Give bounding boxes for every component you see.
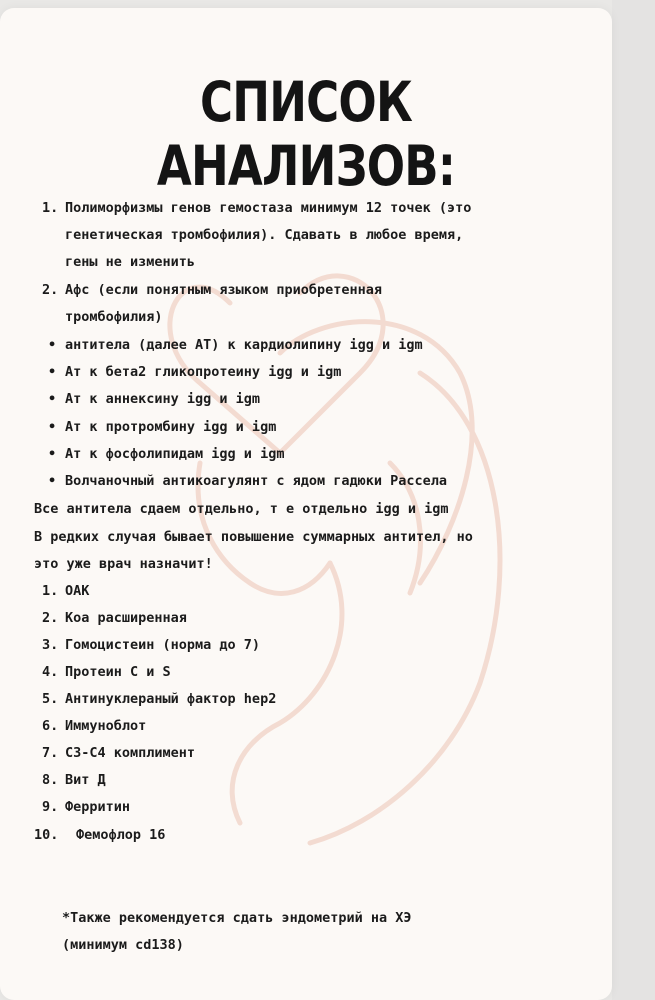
bullet-dot-icon: • (48, 419, 57, 435)
list-item: Ферритин (65, 799, 131, 815)
note-line: Все антитела сдаем отдельно, т е отдельно igg и igm (34, 501, 449, 517)
bullet-item: Ат к аннексину igg и igm (65, 391, 261, 407)
list-number: 5. (42, 691, 59, 707)
page-title: СПИСОК АНАЛИЗОВ: (156, 70, 456, 198)
list-item: Коа расширенная (65, 610, 187, 626)
list-item: Протеин С и S (65, 664, 171, 680)
note-line: это уже врач назначит! (34, 556, 213, 572)
list-item: С3-С4 комплимент (65, 745, 196, 761)
list-item: Гомоцистеин (норма до 7) (65, 637, 261, 653)
bullet-item: Ат к фосфолипидам igg и igm (65, 446, 285, 462)
bullet-dot-icon: • (48, 337, 57, 353)
list-number: 1. (42, 200, 59, 216)
list-item-line: Полиморфизмы генов гемостаза минимум 12 точек (это (65, 200, 472, 216)
bullet-dot-icon: • (48, 391, 57, 407)
footnote-line: (минимум cd138) (62, 937, 184, 953)
bullet-item: антитела (далее АТ) к кардиолипину igg и igm (65, 337, 423, 353)
list-item-line: генетическая тромбофилия). Сдавать в любое время, (65, 227, 464, 243)
list-item: Иммуноблот (65, 718, 147, 734)
list-number: 7. (42, 745, 59, 761)
document-card (0, 8, 612, 1000)
list-number: 1. (42, 583, 59, 599)
list-number: 10. (34, 827, 59, 843)
list-item-line: Афс (если понятным языком приобретенная (65, 282, 382, 298)
list-number: 4. (42, 664, 59, 680)
bullet-item: Ат к бета2 гликопротеину igg и igm (65, 364, 342, 380)
list-item-line: гены не изменить (65, 254, 196, 270)
bullet-dot-icon: • (48, 446, 57, 462)
list-item: ОАК (65, 583, 90, 599)
heart-silhouette-watermark-icon (160, 263, 580, 863)
bullet-dot-icon: • (48, 473, 57, 489)
list-number: 3. (42, 637, 59, 653)
list-item: Фемофлор 16 (76, 827, 166, 843)
bullet-dot-icon: • (48, 364, 57, 380)
list-item: Антинуклераный фактор hep2 (65, 691, 277, 707)
bullet-item: Ат к протромбину igg и igm (65, 419, 277, 435)
background-edge (612, 0, 655, 1000)
list-item: Вит Д (65, 772, 106, 788)
list-number: 6. (42, 718, 59, 734)
list-number: 2. (42, 282, 59, 298)
list-number: 8. (42, 772, 59, 788)
bullet-item: Волчаночный антикоагулянт с ядом гадюки Рассела (65, 473, 448, 489)
list-number: 2. (42, 610, 59, 626)
footnote-line: *Также рекомендуется сдать эндометрий на ХЭ (62, 910, 412, 926)
list-item-line: тромбофилия) (65, 309, 163, 325)
note-line: В редких случая бывает повышение суммарных антител, но (34, 529, 473, 545)
list-number: 9. (42, 799, 59, 815)
